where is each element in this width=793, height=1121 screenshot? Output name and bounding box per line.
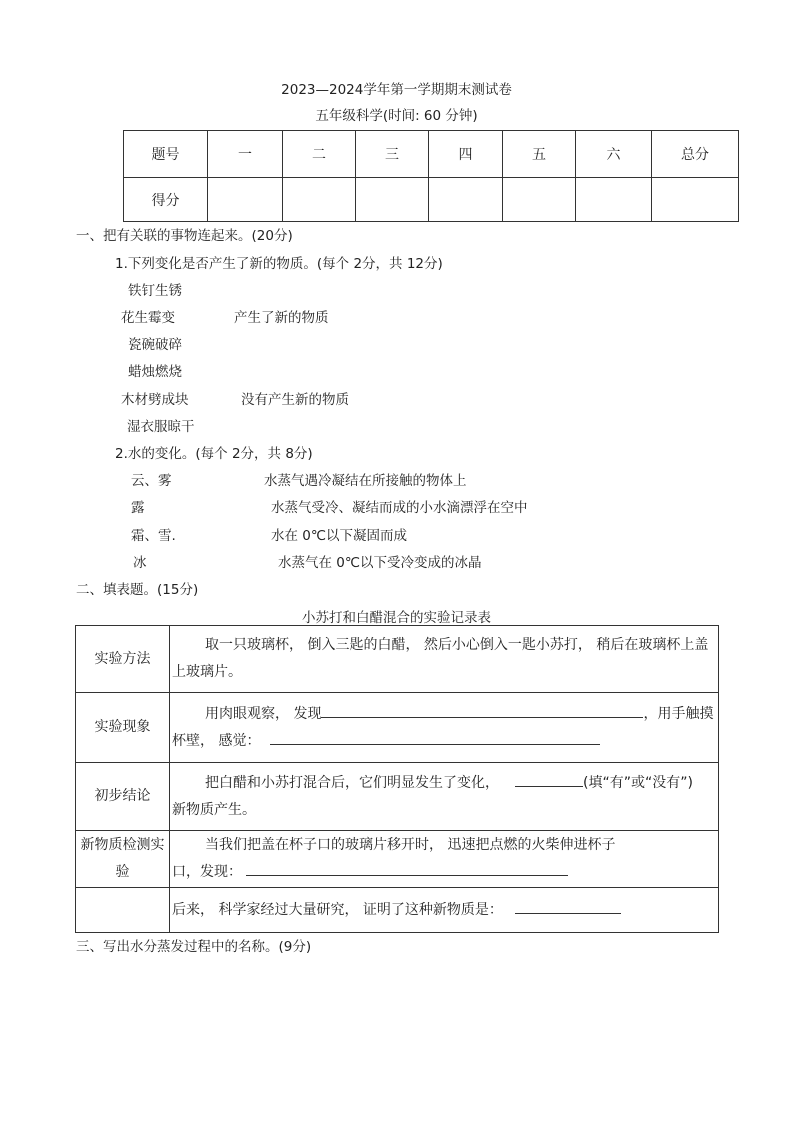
- method-text-line2: 上玻璃片。: [172, 664, 242, 680]
- score-col-1: 一: [208, 131, 283, 178]
- conclusion-text: 把白醋和小苏打混合后，它们明显发生了变化，: [205, 774, 499, 791]
- q1-item: 蜡烛燃烧: [128, 364, 182, 380]
- phenomenon-text-line2: 杯壁， 感觉：: [172, 732, 261, 749]
- q1-option: 产生了新的物质: [234, 310, 329, 326]
- q2-item: 露: [131, 500, 145, 516]
- score-cell[interactable]: [576, 178, 652, 222]
- exam-title: 2023—2024学年第一学期期末测试卷: [281, 82, 512, 98]
- row-label: 实验现象: [76, 693, 170, 763]
- score-cell[interactable]: [283, 178, 356, 222]
- q1-item: 花生霉变: [121, 310, 175, 326]
- section3-title: 三、写出水分蒸发过程中的名称。(9分): [76, 939, 312, 955]
- row-label-line1: 新物质检测实: [80, 837, 165, 853]
- phenomenon-text-tail: ，用手触摸: [643, 705, 714, 722]
- answer-blank-conclusion[interactable]: [515, 771, 583, 787]
- q2-description: 水蒸气在 0℃以下受冷变成的冰晶: [278, 555, 482, 571]
- score-header-label: 题号: [124, 131, 208, 178]
- experiment-table: [75, 625, 719, 933]
- q2-item: 云、雾: [131, 473, 172, 489]
- conclusion-text-line2: 新物质产生。: [172, 801, 256, 818]
- exam-subtitle: 五年级科学(时间: 60 分钟): [315, 108, 478, 124]
- q1-option: 没有产生新的物质: [241, 392, 349, 408]
- q1-title: 1.下列变化是否产生了新的物质。(每个 2分，共 12分): [115, 256, 443, 272]
- answer-blank-detection[interactable]: [246, 860, 568, 876]
- experiment-row-conclusion: [76, 763, 719, 831]
- row-content: [170, 763, 719, 831]
- answer-blank-observation[interactable]: [321, 702, 643, 718]
- score-cell[interactable]: [652, 178, 739, 222]
- answer-blank-touch[interactable]: [270, 729, 600, 745]
- conclusion-text-hint: (填“有”或“没有”): [583, 774, 693, 791]
- q2-item: 霜、雪.: [131, 528, 176, 544]
- section1-title: 一、把有关联的事物连起来。(20分): [76, 228, 293, 244]
- experiment-row-final: [76, 888, 719, 933]
- score-table: [123, 130, 739, 222]
- score-col-5: 五: [503, 131, 576, 178]
- score-header-row: [124, 131, 739, 178]
- q1-item: 铁钉生锈: [128, 283, 182, 299]
- q1-item: 湿衣服晾干: [127, 419, 195, 435]
- row-content: [170, 693, 719, 763]
- score-row: [124, 178, 739, 222]
- row-content: [170, 831, 719, 888]
- score-cell[interactable]: [208, 178, 283, 222]
- q2-description: 水蒸气受冷、凝结而成的小水滴漂浮在空中: [271, 500, 528, 516]
- method-text-line1: 取一只玻璃杯， 倒入三匙的白醋， 然后小心倒入一匙小苏打， 稍后在玻璃杯上盖: [205, 637, 709, 653]
- experiment-table-title: 小苏打和白醋混合的实验记录表: [302, 610, 491, 626]
- row-label: [76, 831, 170, 888]
- row-label: 初步结论: [76, 763, 170, 831]
- score-cell[interactable]: [503, 178, 576, 222]
- final-text: 后来， 科学家经过大量研究， 证明了这种新物质是：: [172, 901, 503, 918]
- answer-blank-substance[interactable]: [515, 898, 621, 914]
- score-cell[interactable]: [356, 178, 429, 222]
- section2-title: 二、填表题。(15分): [76, 582, 199, 598]
- q2-title: 2.水的变化。(每个 2分，共 8分): [115, 446, 313, 462]
- score-col-3: 三: [356, 131, 429, 178]
- row-label-line2: 验: [115, 864, 130, 880]
- row-content: [170, 626, 719, 693]
- experiment-row-detection: [76, 831, 719, 888]
- q2-description: 水蒸气遇冷凝结在所接触的物体上: [264, 473, 467, 489]
- detection-text: 当我们把盖在杯子口的玻璃片移开时， 迅速把点燃的火柴伸进杯子: [205, 837, 616, 853]
- row-label: 实验方法: [76, 626, 170, 693]
- q1-item: 瓷碗破碎: [128, 337, 182, 353]
- score-col-2: 二: [283, 131, 356, 178]
- score-row-label: 得分: [124, 178, 208, 222]
- q2-item: 冰: [133, 555, 147, 571]
- experiment-row-phenomenon: [76, 693, 719, 763]
- q2-description: 水在 0℃以下凝固而成: [271, 528, 408, 544]
- score-col-total: 总分: [652, 131, 739, 178]
- phenomenon-text: 用肉眼观察， 发现: [205, 705, 322, 722]
- q1-item: 木材劈成块: [121, 392, 189, 408]
- row-content: [170, 888, 719, 933]
- row-label: [76, 888, 170, 933]
- experiment-row-method: [76, 626, 719, 693]
- score-col-6: 六: [576, 131, 652, 178]
- detection-text-line2: 口，发现：: [172, 864, 242, 880]
- score-col-4: 四: [429, 131, 503, 178]
- score-cell[interactable]: [429, 178, 503, 222]
